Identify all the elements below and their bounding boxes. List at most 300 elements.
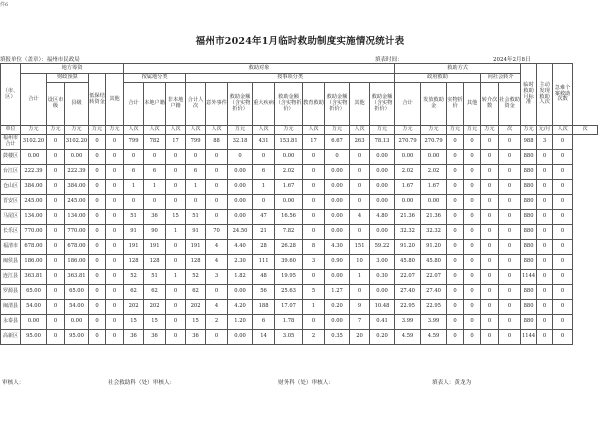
table-cell: 0	[89, 150, 106, 165]
table-cell: 17.07	[275, 300, 303, 315]
header-social-amount: 社会救助资金	[499, 83, 521, 126]
table-cell: 0	[499, 255, 521, 270]
table-cell: 19.95	[275, 270, 303, 285]
table-cell: 0	[89, 210, 106, 225]
table-cell: 0	[47, 195, 65, 210]
region-name: 闽侯县	[1, 255, 21, 270]
table-cell: 26.28	[275, 240, 303, 255]
table-cell: 0	[47, 210, 65, 225]
table-cell: 0	[481, 165, 499, 180]
header-other-case: 其他	[350, 83, 370, 126]
table-cell: 0	[553, 195, 573, 210]
finance-dept-label: 财务科（处）审核人：	[278, 380, 334, 386]
table-cell: 0	[447, 315, 464, 330]
table-cell: 0.00	[275, 150, 303, 165]
table-cell: 191	[144, 240, 166, 255]
table-cell: 3	[206, 270, 228, 285]
table-row	[1, 315, 598, 330]
table-cell: 0	[481, 270, 499, 285]
table-cell: 25.63	[275, 285, 303, 300]
statistics-table	[0, 63, 598, 345]
table-cell: 202	[124, 300, 144, 315]
table-cell: 0	[447, 285, 464, 300]
table-row	[1, 210, 598, 225]
table-cell: 0	[325, 150, 350, 165]
table-cell: 202	[186, 300, 206, 315]
header-method: 救助方式	[395, 64, 521, 74]
table-cell: 6	[253, 315, 275, 330]
table-cell: 7	[350, 315, 370, 330]
table-cell: 0	[553, 225, 573, 240]
table-cell: 384.00	[21, 180, 47, 195]
table-cell: 1.78	[275, 315, 303, 330]
header-edu-amount: 救助金额（含实物折价）	[325, 83, 350, 126]
header-county-level: 县级	[65, 83, 89, 126]
table-cell: 0	[464, 270, 481, 285]
table-cell: 134.00	[21, 210, 47, 225]
table-cell: 0	[481, 210, 499, 225]
table-cell: 32.32	[395, 225, 421, 240]
table-cell: 0.00	[325, 270, 350, 285]
unit-cell: 万元	[21, 126, 47, 135]
table-cell: 0	[537, 180, 553, 195]
table-cell: 4	[206, 300, 228, 315]
table-cell: 0	[206, 195, 228, 210]
table-cell: 0.00	[395, 150, 421, 165]
unit-cell: 单位	[1, 126, 21, 135]
table-cell: 880	[521, 315, 537, 330]
table-cell: 0	[481, 315, 499, 330]
table-cell: 0	[89, 270, 106, 285]
table-cell: 0	[499, 225, 521, 240]
header-standard: 临时救助月标准	[521, 64, 537, 126]
table-cell: 0	[166, 300, 186, 315]
table-cell: 0	[537, 150, 553, 165]
table-cell: 54.00	[65, 300, 89, 315]
table-cell: 0	[553, 240, 573, 255]
table-cell: 22.95	[395, 300, 421, 315]
table-cell: 0	[47, 330, 65, 345]
table-cell: 0.00	[228, 210, 253, 225]
table-cell: 0	[206, 165, 228, 180]
unit-cell: 万元	[228, 126, 253, 135]
social-dept-label: 社会救助科（处）审核人：	[108, 380, 176, 386]
table-cell: 0	[464, 330, 481, 345]
header-accident: 意外事件	[206, 83, 228, 126]
table-cell: 1.20	[228, 315, 253, 330]
table-cell: 9	[350, 300, 370, 315]
unit-cell: 次	[573, 126, 598, 135]
table-cell: 0	[464, 285, 481, 300]
table-cell: 799	[124, 135, 144, 150]
table-cell: 0	[47, 270, 65, 285]
table-cell: 186.00	[65, 255, 89, 270]
table-cell: 1	[166, 225, 186, 240]
table-cell: 0	[464, 225, 481, 240]
unit-cell: 万元	[421, 126, 447, 135]
table-cell: 880	[521, 225, 537, 240]
table-cell: 363.81	[65, 270, 89, 285]
table-cell: 1.67	[395, 180, 421, 195]
table-row	[1, 135, 598, 150]
table-cell: 0	[537, 240, 553, 255]
table-cell: 78.13	[370, 135, 395, 150]
region-name: 连江县	[1, 270, 21, 285]
header-other-amount: 救助金额（含实物折价）	[370, 83, 395, 126]
table-cell: 0	[206, 330, 228, 345]
table-cell: 128	[144, 255, 166, 270]
table-cell: 52	[186, 270, 206, 285]
table-cell: 0	[537, 300, 553, 315]
table-cell: 0	[499, 135, 521, 150]
table-cell: 188	[253, 300, 275, 315]
table-cell: 0.00	[370, 180, 395, 195]
table-cell: 880	[521, 195, 537, 210]
unit-cell: 万元	[370, 126, 395, 135]
table-cell: 45.80	[395, 255, 421, 270]
table-cell: 0.00	[228, 285, 253, 300]
table-cell: 270.79	[421, 135, 447, 150]
unit-cell: 人次	[124, 126, 144, 135]
table-cell: 4.40	[228, 240, 253, 255]
table-cell: 0	[47, 165, 65, 180]
table-cell: 0	[47, 300, 65, 315]
unit-cell: 万元	[481, 126, 499, 135]
table-cell: 1	[144, 180, 166, 195]
table-cell: 0	[47, 240, 65, 255]
table-cell: 0	[481, 285, 499, 300]
table-cell: 22.95	[421, 300, 447, 315]
table-cell: 0.00	[21, 150, 47, 165]
table-cell: 3102.20	[21, 135, 47, 150]
table-cell: 0	[464, 135, 481, 150]
table-cell: 3.99	[395, 315, 421, 330]
header-cash: 发放救助金	[421, 83, 447, 126]
table-cell: 3.00	[370, 255, 395, 270]
header-nonlocal: 非本地户籍	[166, 83, 186, 126]
table-cell: 47	[253, 210, 275, 225]
table-cell: 0	[303, 150, 325, 165]
table-cell: 0	[447, 210, 464, 225]
table-cell: 0	[447, 255, 464, 270]
table-cell: 880	[521, 210, 537, 225]
table-cell: 0	[481, 255, 499, 270]
appendix-label: 件6	[0, 2, 9, 8]
table-cell: 0	[499, 315, 521, 330]
table-cell: 0	[447, 300, 464, 315]
table-cell: 1144	[521, 270, 537, 285]
table-cell: 270.79	[395, 135, 421, 150]
table-cell: 6.67	[325, 135, 350, 150]
table-cell: 0	[47, 135, 65, 150]
table-cell: 45.80	[421, 255, 447, 270]
table-cell: 0	[537, 285, 553, 300]
table-cell: 0	[106, 195, 124, 210]
header-accident-amount: 救助金额（含实物折价）	[228, 83, 253, 126]
table-cell: 0.00	[65, 150, 89, 165]
table-cell: 880	[521, 180, 537, 195]
unit-cell: 万元	[447, 126, 464, 135]
table-cell: 3102.20	[65, 135, 89, 150]
table-cell: 0	[106, 315, 124, 330]
table-cell: 0	[47, 315, 65, 330]
table-cell: 27.40	[421, 285, 447, 300]
table-cell: 0	[499, 180, 521, 195]
table-cell: 0	[537, 165, 553, 180]
table-cell: 0	[47, 285, 65, 300]
table-cell: 17	[303, 135, 325, 150]
table-cell: 0.00	[370, 285, 395, 300]
header-transfer-count: 转介次数	[481, 83, 499, 126]
table-cell: 0	[166, 330, 186, 345]
table-cell: 4.20	[228, 300, 253, 315]
unit-cell: 万元	[89, 126, 106, 135]
table-cell: 90	[144, 225, 166, 240]
table-cell: 7.82	[275, 225, 303, 240]
table-cell: 0.00	[228, 330, 253, 345]
header-case-total: 合计人次	[186, 83, 206, 126]
table-cell: 0	[481, 330, 499, 345]
table-cell: 0	[303, 210, 325, 225]
table-cell: 0	[350, 180, 370, 195]
table-cell: 0	[481, 180, 499, 195]
table-cell: 0	[481, 240, 499, 255]
table-cell: 0	[350, 285, 370, 300]
table-cell: 0	[553, 285, 573, 300]
header-fund-total: 合计	[21, 74, 47, 126]
header-gov-other: 其他	[464, 83, 481, 126]
table-cell: 1.67	[421, 180, 447, 195]
table-cell: 1	[124, 180, 144, 195]
header-by-case: 按事项分类	[186, 74, 395, 83]
table-cell: 0	[499, 285, 521, 300]
table-cell: 10.48	[370, 300, 395, 315]
table-row	[1, 300, 598, 315]
table-cell: 363.81	[21, 270, 47, 285]
table-cell: 0	[166, 285, 186, 300]
table-cell: 0	[481, 195, 499, 210]
table-cell: 0	[166, 180, 186, 195]
table-cell: 0	[553, 330, 573, 345]
table-cell: 0.20	[370, 330, 395, 345]
table-row	[1, 195, 598, 210]
table-cell: 0	[89, 300, 106, 315]
table-cell: 880	[521, 150, 537, 165]
header-emergency: 急难个案救助次数	[553, 64, 573, 126]
table-cell: 0	[206, 285, 228, 300]
table-cell: 0	[537, 330, 553, 345]
table-cell: 0	[89, 255, 106, 270]
table-cell: 6	[186, 165, 206, 180]
table-cell: 0.00	[325, 315, 350, 330]
table-cell: 153.81	[275, 135, 303, 150]
header-city-level: 设区市级	[47, 83, 65, 126]
table-cell: 880	[521, 165, 537, 180]
header-in-kind: 实物折价	[447, 83, 464, 126]
table-cell: 0	[499, 330, 521, 345]
table-cell: 59.22	[370, 240, 395, 255]
region-name: 仓山区	[1, 180, 21, 195]
table-cell: 0.00	[421, 195, 447, 210]
table-cell: 0	[447, 135, 464, 150]
header-household: 按属地分类	[124, 74, 186, 83]
table-cell: 0	[206, 210, 228, 225]
table-cell: 678.00	[21, 240, 47, 255]
table-cell: 0.00	[65, 315, 89, 330]
table-cell: 0	[166, 195, 186, 210]
table-cell: 62	[124, 285, 144, 300]
table-cell: 0	[537, 315, 553, 330]
table-cell: 0	[499, 240, 521, 255]
table-cell: 0	[464, 210, 481, 225]
table-cell: 1	[303, 300, 325, 315]
header-gov-total: 合计	[395, 83, 421, 126]
table-cell: 0	[553, 255, 573, 270]
table-cell: 0.00	[370, 225, 395, 240]
unit-cell: 万元	[325, 126, 350, 135]
table-cell: 1	[166, 270, 186, 285]
header-active: 主动发现救助人次	[537, 64, 553, 126]
table-cell: 21.36	[395, 210, 421, 225]
table-cell: 0	[303, 195, 325, 210]
region-name: 永泰县	[1, 315, 21, 330]
table-row	[1, 270, 598, 285]
table-cell: 0	[350, 225, 370, 240]
table-cell: 1	[253, 180, 275, 195]
table-cell: 4.59	[395, 330, 421, 345]
table-row	[1, 165, 598, 180]
table-cell: 0	[481, 135, 499, 150]
table-cell: 0	[106, 135, 124, 150]
table-cell: 1.82	[228, 270, 253, 285]
table-cell: 2.30	[228, 255, 253, 270]
table-cell: 0	[499, 195, 521, 210]
table-cell: 4	[206, 255, 228, 270]
table-cell: 3	[537, 135, 553, 150]
table-cell: 95.00	[21, 330, 47, 345]
header-fund-other: 其他	[106, 74, 124, 126]
table-cell: 51	[124, 210, 144, 225]
table-cell: 0	[106, 165, 124, 180]
table-cell: 0	[350, 195, 370, 210]
table-cell: 0	[537, 225, 553, 240]
table-cell: 6	[124, 165, 144, 180]
table-cell: 0.00	[228, 180, 253, 195]
table-cell: 0.00	[395, 195, 421, 210]
table-cell: 0	[553, 165, 573, 180]
table-cell: 21	[253, 225, 275, 240]
region-name: 罗源县	[1, 285, 21, 300]
table-cell: 880	[521, 300, 537, 315]
table-cell: 8	[303, 240, 325, 255]
table-cell: 2	[303, 330, 325, 345]
table-cell: 0	[464, 150, 481, 165]
table-cell: 2	[206, 315, 228, 330]
table-cell: 95.00	[65, 330, 89, 345]
unit-cell: 人次	[186, 126, 206, 135]
table-cell: 0	[303, 225, 325, 240]
table-cell: 782	[144, 135, 166, 150]
table-cell: 5	[303, 285, 325, 300]
table-cell: 799	[186, 135, 206, 150]
table-cell: 191	[186, 240, 206, 255]
table-cell: 111	[253, 255, 275, 270]
table-cell: 0	[464, 240, 481, 255]
table-cell: 0	[106, 285, 124, 300]
table-cell: 770.00	[21, 225, 47, 240]
table-cell: 0	[206, 150, 228, 165]
table-row	[1, 240, 598, 255]
table-cell: 0	[350, 165, 370, 180]
table-cell: 0	[553, 150, 573, 165]
table-cell: 0	[537, 210, 553, 225]
unit-cell: 万元	[521, 126, 537, 135]
table-cell: 0.00	[228, 195, 253, 210]
table-cell: 0	[499, 300, 521, 315]
table-cell: 21.36	[421, 210, 447, 225]
table-cell: 0	[124, 195, 144, 210]
table-cell: 0.00	[228, 165, 253, 180]
table-cell: 15	[144, 315, 166, 330]
region-name: 福清市	[1, 240, 21, 255]
region-name: 鼓楼区	[1, 150, 21, 165]
table-cell: 4	[206, 240, 228, 255]
table-cell: 56	[253, 285, 275, 300]
fill-date: 2024年2月8日	[493, 57, 531, 63]
unit-cell: 人次	[144, 126, 166, 135]
header-region: （市、区）	[1, 64, 21, 126]
table-cell: 0	[464, 180, 481, 195]
table-cell: 2.02	[395, 165, 421, 180]
table-row	[1, 150, 598, 165]
table-cell: 880	[521, 255, 537, 270]
table-cell: 91.20	[421, 240, 447, 255]
table-cell: 0	[124, 150, 144, 165]
table-cell: 0	[447, 240, 464, 255]
region-name: 台江区	[1, 165, 21, 180]
table-cell: 0	[499, 270, 521, 285]
table-cell: 988	[521, 135, 537, 150]
table-cell: 245.00	[21, 195, 47, 210]
region-name: 晋安区	[1, 195, 21, 210]
unit-cell: 万元	[395, 126, 421, 135]
table-body	[1, 135, 598, 345]
table-cell: 0	[303, 270, 325, 285]
table-cell: 0	[464, 255, 481, 270]
table-cell: 0	[89, 285, 106, 300]
unit-cell: 万元	[275, 126, 303, 135]
table-row	[1, 180, 598, 195]
table-cell: 2.02	[421, 165, 447, 180]
header-illness-amount: 救助金额（含实物折价）	[275, 83, 303, 126]
table-cell: 4.30	[325, 240, 350, 255]
table-cell: 0	[553, 180, 573, 195]
table-cell: 3	[303, 255, 325, 270]
table-cell: 32.18	[228, 135, 253, 150]
header-edu: 教育救助	[303, 83, 325, 126]
region-name: 福州市合计	[1, 135, 21, 150]
table-cell: 0.90	[325, 255, 350, 270]
table-cell: 0	[166, 315, 186, 330]
table-cell: 0	[106, 300, 124, 315]
table-cell: 88	[206, 135, 228, 150]
table-cell: 15	[124, 315, 144, 330]
table-cell: 0	[89, 315, 106, 330]
table-cell: 0.00	[421, 150, 447, 165]
table-cell: 3.99	[421, 315, 447, 330]
header-aid-targets: 救助对象	[124, 64, 395, 74]
table-cell: 0	[481, 225, 499, 240]
